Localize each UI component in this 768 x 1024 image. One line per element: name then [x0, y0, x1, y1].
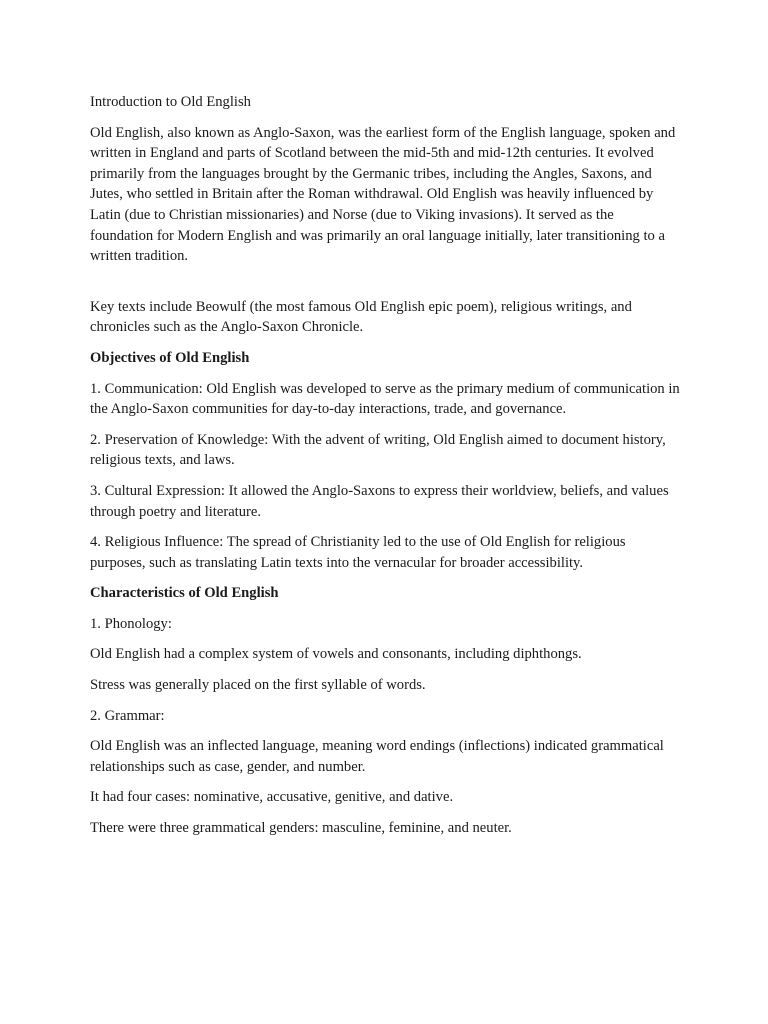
grammar-label: 2. Grammar:: [90, 707, 165, 724]
intro-paragraph: Old English, also known as Anglo-Saxon, was the earliest form of the English language, spoken and written in England and parts of Scotland between the mid-5th and mid-12th centuries. It evolved primarily from the languages brought by the Germanic tribes, including the Angles, Saxons, and Jutes, who settled in Britain after the Roman withdrawal. Old English was heavily influenced by Latin (due to Christian missionaries) and Norse (due to Viking invasions). It served as the foundation for Modern English and was primarily an oral language initially, later transitioning to a written tradition.: [90, 124, 676, 265]
objectives-heading: Objectives of Old English: [90, 349, 250, 366]
phonology-label: 1. Phonology:: [90, 615, 172, 632]
grammar-line: It had four cases: nominative, accusative, genitive, and dative.: [90, 789, 454, 806]
document-page: [90, 92, 680, 849]
grammar-line: There were three grammatical genders: masculine, feminine, and neuter.: [90, 820, 512, 837]
key-texts-paragraph: Key texts include Beowulf (the most famous Old English epic poem), religious writings, and chronicles such as the Anglo-Saxon Chronicle.: [90, 298, 632, 336]
objective-item: 2. Preservation of Knowledge: With the advent of writing, Old English aimed to document history, religious texts, and laws.: [90, 431, 666, 469]
document-title: Introduction to Old English: [90, 94, 251, 110]
objective-item: 3. Cultural Expression: It allowed the Anglo-Saxons to express their worldview, beliefs, and values through poetry and literature.: [90, 482, 669, 520]
characteristics-heading: Characteristics of Old English: [90, 585, 279, 602]
grammar-line: Old English was an inflected language, meaning word endings (inflections) indicated grammatical relationships such as case, gender, and number.: [90, 738, 664, 775]
phonology-line: Old English had a complex system of vowels and consonants, including diphthongs.: [90, 646, 582, 663]
objective-item: 4. Religious Influence: The spread of Christianity led to the use of Old English for religious purposes, such as translating Latin texts into the vernacular for broader accessibility.: [90, 534, 626, 571]
objective-item: 1. Communication: Old English was developed to serve as the primary medium of communication in the Anglo-Saxon communities for day-to-day interactions, trade, and governance.: [90, 380, 680, 418]
phonology-line: Stress was generally placed on the first syllable of words.: [90, 677, 426, 694]
